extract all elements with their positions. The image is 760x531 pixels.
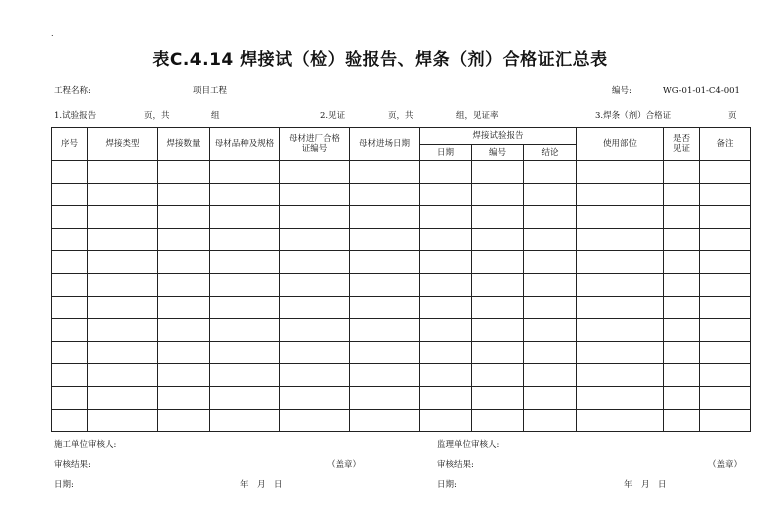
table-cell[interactable] (280, 319, 350, 342)
table-cell[interactable] (350, 341, 420, 364)
header-seq: 序号 (52, 128, 88, 161)
table-cell[interactable] (350, 296, 420, 319)
table-cell[interactable] (577, 228, 664, 251)
table-cell[interactable] (577, 341, 664, 364)
table-cell[interactable] (52, 161, 88, 184)
table-cell[interactable] (700, 273, 751, 296)
table-cell[interactable] (472, 273, 524, 296)
table-cell[interactable] (700, 386, 751, 409)
header-date: 日期 (420, 145, 472, 161)
table-cell[interactable] (577, 296, 664, 319)
construction-date-ymd: 年 月 日 (240, 480, 283, 490)
table-cell[interactable] (158, 161, 210, 184)
table-cell[interactable] (700, 409, 751, 432)
cert-pages: 页 (728, 111, 737, 121)
table-cell[interactable] (280, 364, 350, 387)
header-weld-qty: 焊接数量 (158, 128, 210, 161)
table-cell[interactable] (350, 228, 420, 251)
table-cell[interactable] (350, 183, 420, 206)
table-cell[interactable] (52, 183, 88, 206)
table-cell[interactable] (158, 183, 210, 206)
table-cell[interactable] (524, 206, 577, 229)
header-witnessed: 是否见证 (664, 128, 700, 161)
table-cell[interactable] (524, 183, 577, 206)
table-cell[interactable] (472, 251, 524, 274)
table-cell[interactable] (420, 319, 472, 342)
table-cell[interactable] (210, 364, 280, 387)
table-cell[interactable] (700, 364, 751, 387)
code-value: WG-01-01-C4-001 (663, 86, 740, 96)
table-cell[interactable] (52, 364, 88, 387)
witness-pages: 页，共 (388, 111, 414, 121)
header-weld-type: 焊接类型 (88, 128, 158, 161)
table-cell[interactable] (577, 251, 664, 274)
table-row (52, 161, 751, 184)
table-cell[interactable] (350, 386, 420, 409)
table-row (52, 364, 751, 387)
supervision-seal: （盖章） (708, 460, 743, 470)
supervision-reviewer-label: 监理单位审核人: (437, 440, 500, 450)
header-usage: 使用部位 (577, 128, 664, 161)
cert-label: 3.焊条（剂）合格证 (595, 111, 672, 121)
table-cell[interactable] (210, 273, 280, 296)
table-row (52, 183, 751, 206)
table-cell[interactable] (700, 341, 751, 364)
table-cell[interactable] (664, 319, 700, 342)
table-cell[interactable] (280, 183, 350, 206)
construction-result-label: 审核结果: (54, 460, 91, 470)
table-cell[interactable] (472, 183, 524, 206)
table-cell[interactable] (88, 183, 158, 206)
table-cell[interactable] (524, 161, 577, 184)
table-cell[interactable] (420, 386, 472, 409)
table-cell[interactable] (158, 409, 210, 432)
table-row (52, 319, 751, 342)
table-cell[interactable] (664, 251, 700, 274)
table-cell[interactable] (524, 228, 577, 251)
table-cell[interactable] (664, 296, 700, 319)
table-cell[interactable] (524, 319, 577, 342)
supervision-date-label: 日期: (437, 480, 457, 490)
table-cell[interactable] (350, 251, 420, 274)
header-material-spec: 母材品种及规格 (210, 128, 280, 161)
table-cell[interactable] (524, 409, 577, 432)
table-cell[interactable] (472, 206, 524, 229)
table-cell[interactable] (210, 341, 280, 364)
table-cell[interactable] (88, 251, 158, 274)
table-cell[interactable] (158, 319, 210, 342)
table-cell[interactable] (577, 273, 664, 296)
table-cell[interactable] (158, 251, 210, 274)
table-cell[interactable] (280, 161, 350, 184)
table-cell[interactable] (524, 364, 577, 387)
table-cell[interactable] (210, 386, 280, 409)
table-cell[interactable] (700, 161, 751, 184)
witness-label: 2.见证 (320, 111, 346, 121)
header-cert-no: 母材进厂合格证编号 (280, 128, 350, 161)
table-cell[interactable] (472, 296, 524, 319)
table-cell[interactable] (88, 228, 158, 251)
table-cell[interactable] (88, 386, 158, 409)
table-cell[interactable] (52, 273, 88, 296)
table-cell[interactable] (577, 319, 664, 342)
table-cell[interactable] (472, 386, 524, 409)
table-cell[interactable] (420, 273, 472, 296)
corner-mark: . (51, 29, 54, 38)
table-cell[interactable] (664, 386, 700, 409)
table-cell[interactable] (472, 409, 524, 432)
table-row (52, 341, 751, 364)
table-cell[interactable] (524, 296, 577, 319)
table-cell[interactable] (420, 364, 472, 387)
table-cell[interactable] (280, 251, 350, 274)
table-cell[interactable] (524, 273, 577, 296)
table-cell[interactable] (524, 386, 577, 409)
table-cell[interactable] (577, 364, 664, 387)
table-cell[interactable] (88, 409, 158, 432)
table-row (52, 206, 751, 229)
table-cell[interactable] (350, 319, 420, 342)
header-weld-report: 焊接试验报告 (420, 128, 577, 145)
table-cell[interactable] (88, 364, 158, 387)
table-cell[interactable] (350, 161, 420, 184)
table-cell[interactable] (420, 206, 472, 229)
table-cell[interactable] (664, 273, 700, 296)
table-cell[interactable] (210, 296, 280, 319)
table-cell[interactable] (52, 228, 88, 251)
construction-seal: （盖章） (327, 460, 362, 470)
table-cell[interactable] (280, 296, 350, 319)
table-row (52, 228, 751, 251)
table-cell[interactable] (472, 228, 524, 251)
table-cell[interactable] (420, 296, 472, 319)
table-cell[interactable] (350, 409, 420, 432)
table-cell[interactable] (88, 273, 158, 296)
table-cell[interactable] (664, 161, 700, 184)
table-cell[interactable] (210, 228, 280, 251)
test-report-groups: 组 (211, 111, 220, 121)
table-cell[interactable] (664, 364, 700, 387)
table-cell[interactable] (280, 341, 350, 364)
table-cell[interactable] (420, 251, 472, 274)
table-cell[interactable] (88, 341, 158, 364)
table-cell[interactable] (664, 341, 700, 364)
table-cell[interactable] (577, 183, 664, 206)
table-cell[interactable] (472, 364, 524, 387)
table-cell[interactable] (158, 341, 210, 364)
table-row (52, 251, 751, 274)
table-cell[interactable] (158, 296, 210, 319)
table-cell[interactable] (472, 319, 524, 342)
table-cell[interactable] (700, 228, 751, 251)
table-cell[interactable] (524, 251, 577, 274)
table-cell[interactable] (52, 319, 88, 342)
construction-reviewer-label: 施工单位审核人: (54, 440, 117, 450)
table-cell[interactable] (524, 341, 577, 364)
test-report-label: 1.试验报告 (54, 111, 97, 121)
summary-table (51, 127, 751, 432)
code-label: 编号: (612, 86, 632, 96)
table-cell[interactable] (420, 183, 472, 206)
header-remarks: 备注 (700, 128, 751, 161)
table-cell[interactable] (700, 183, 751, 206)
supervision-result-label: 审核结果: (437, 460, 474, 470)
page-title: 表C.4.14 焊接试（检）验报告、焊条（剂）合格证汇总表 (152, 50, 608, 70)
table-cell[interactable] (158, 206, 210, 229)
table-cell[interactable] (577, 409, 664, 432)
table-cell[interactable] (210, 409, 280, 432)
table-cell[interactable] (52, 386, 88, 409)
table-body (52, 161, 751, 432)
table-cell[interactable] (88, 206, 158, 229)
table-cell[interactable] (210, 319, 280, 342)
header-entry-date: 母材进场日期 (350, 128, 420, 161)
table-cell[interactable] (280, 409, 350, 432)
table-cell[interactable] (158, 386, 210, 409)
table-cell[interactable] (420, 161, 472, 184)
table-cell[interactable] (210, 206, 280, 229)
table-row (52, 273, 751, 296)
table-cell[interactable] (52, 296, 88, 319)
table-cell[interactable] (88, 161, 158, 184)
table-cell[interactable] (52, 409, 88, 432)
table-cell[interactable] (158, 228, 210, 251)
table-cell[interactable] (52, 341, 88, 364)
witness-groups-rate: 组，见证率 (456, 111, 499, 121)
table-cell[interactable] (472, 161, 524, 184)
table-cell[interactable] (472, 341, 524, 364)
table-cell[interactable] (210, 161, 280, 184)
table-cell[interactable] (158, 364, 210, 387)
table-cell[interactable] (52, 251, 88, 274)
table-cell[interactable] (700, 319, 751, 342)
project-name-value: 项目工程 (193, 86, 228, 96)
table-cell[interactable] (88, 319, 158, 342)
table-row (52, 296, 751, 319)
project-name-label: 工程名称: (54, 86, 91, 96)
construction-date-label: 日期: (54, 480, 74, 490)
table-cell[interactable] (158, 273, 210, 296)
table-cell[interactable] (577, 206, 664, 229)
supervision-date-ymd: 年 月 日 (624, 480, 667, 490)
test-report-pages: 页，共 (144, 111, 170, 121)
table-row (52, 386, 751, 409)
table-cell[interactable] (577, 386, 664, 409)
table-cell[interactable] (700, 251, 751, 274)
table-cell[interactable] (420, 409, 472, 432)
table-cell[interactable] (350, 364, 420, 387)
table-cell[interactable] (664, 228, 700, 251)
table-cell[interactable] (577, 161, 664, 184)
table-cell[interactable] (700, 206, 751, 229)
table-cell[interactable] (420, 341, 472, 364)
table-cell[interactable] (280, 386, 350, 409)
table-cell[interactable] (664, 183, 700, 206)
table-cell[interactable] (664, 409, 700, 432)
header-conclusion: 结论 (524, 145, 577, 161)
table-cell[interactable] (280, 228, 350, 251)
table-cell[interactable] (280, 206, 350, 229)
table-cell[interactable] (88, 296, 158, 319)
table-cell[interactable] (280, 273, 350, 296)
table-row (52, 409, 751, 432)
table-cell[interactable] (664, 206, 700, 229)
table-cell[interactable] (210, 183, 280, 206)
header-number: 编号 (472, 145, 524, 161)
table-cell[interactable] (52, 206, 88, 229)
table-cell[interactable] (420, 228, 472, 251)
table-cell[interactable] (350, 206, 420, 229)
table-cell[interactable] (350, 273, 420, 296)
table-cell[interactable] (700, 296, 751, 319)
table-cell[interactable] (210, 251, 280, 274)
